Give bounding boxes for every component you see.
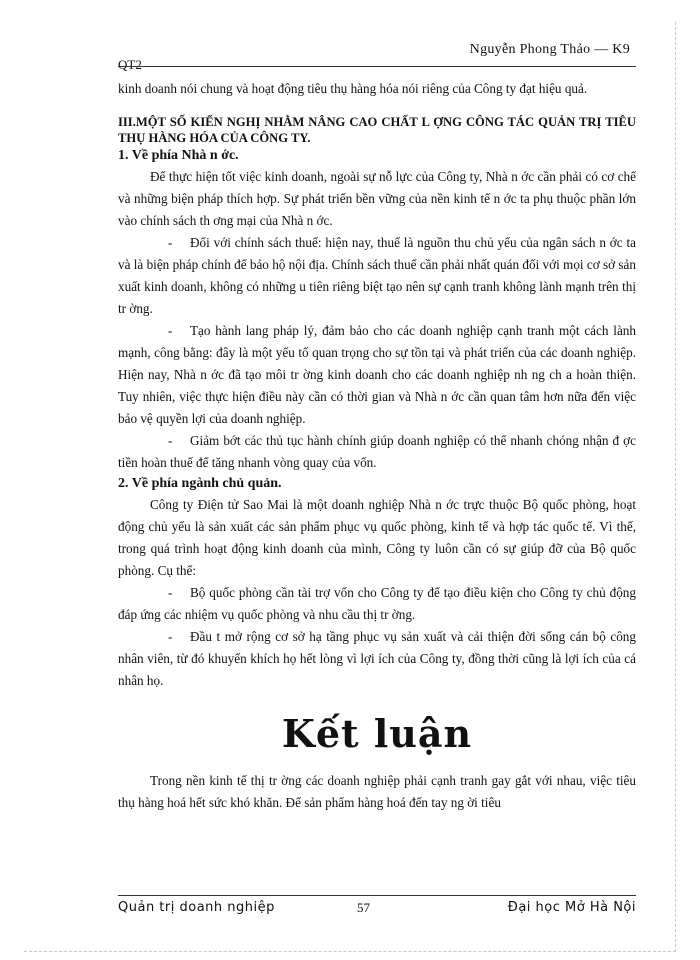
bullet-text: Tạo hành lang pháp lý, đảm bảo cho các doanh nghiệp cạnh tranh một cách lành mạnh, công bằng: đây là một yếu tố quan trọng cho sự tồn tại và phát triển của các doanh nghiệp. Hiện nay, Nhà n ớc đã tạo môi tr ờng kinh doanh cho các doanh nghiệp nh ng ch a hoàn thiện. Tuy nhiên, việc thực hiện điều này cần có thời gian và Nhà n ớc cần quan tâm hơn nữa đến việc bảo vệ quyền lợi của doanh nghiệp. <box>118 323 636 426</box>
paragraph-state-intro: Để thực hiện tốt việc kinh doanh, ngoài sự nỗ lực của Công ty, Nhà n ớc cần phải có cơ chế và những biện pháp thích hợp. Sự phát triển bền vững của nền kinh tế n ớc ta phụ thuộc phần lớn vào chính sách th ơng mại của Nhà n ớc. <box>118 169 636 228</box>
paragraph-conclusion: Trong nền kinh tế thị tr ờng các doanh nghiệp phải cạnh tranh gay gắt với nhau, việc tiêu thụ hàng hoá hết sức khó khăn. Để sản phẩm hàng hoá đến tay ng ời tiêu <box>118 773 636 810</box>
bullet-dash: - <box>168 585 173 600</box>
header-author: Nguyễn Phong Thảo — K9 <box>469 42 630 57</box>
bullet-legal-corridor <box>118 320 636 430</box>
bullet-text: Bộ quốc phòng cần tài trợ vốn cho Công ty để tạo điều kiện cho Công ty chủ động đáp ứng các nhiệm vụ quốc phòng và nhu cầu thị tr ờng. <box>118 585 636 622</box>
bullet-text: Giảm bớt các thủ tục hành chính giúp doanh nghiệp có thể nhanh chóng nhận đ ợc tiền hoàn thuế để tăng nhanh vòng quay của vốn. <box>118 433 636 470</box>
bullet-admin-procedures <box>118 430 636 474</box>
subheading-ministry: 2. Về phía ngành chủ quản. <box>118 476 282 491</box>
section-heading-iii: III.MỘT SỐ KIẾN NGHỊ NHẰM NÂNG CAO CHẤT L ỢNG CÔNG TÁC QUẢN TRỊ TIÊU THỤ HÀNG HÓA CỦA CÔNG TY. <box>118 115 636 145</box>
footer-page-number: 57 <box>357 900 370 915</box>
footer-course: Quản trị doanh nghiệp <box>118 900 275 915</box>
bullet-dash: - <box>168 235 173 250</box>
bullet-funding <box>118 582 636 626</box>
bullet-tax-policy <box>118 232 636 320</box>
bullet-text: Đối với chính sách thuế: hiện nay, thuế là nguồn thu chủ yếu của ngân sách n ớc ta và là biện pháp chính để bảo hộ nội địa. Chính sách thuế cần phải nhất quán đối với mọi cơ sở sản xuất kinh doanh, không có những u tiên riêng biệt tạo nên sự cạnh tranh không lành mạnh trên thị tr ờng. <box>118 235 636 316</box>
header-class-code: QT2 <box>118 57 142 72</box>
header-divider <box>118 66 636 67</box>
subheading-state: 1. Về phía Nhà n ớc. <box>118 148 239 163</box>
document-body <box>118 78 636 814</box>
bullet-dash: - <box>168 629 173 644</box>
paragraph-continued: kinh doanh nói chung và hoạt động tiêu thụ hàng hóa nói riêng của Công ty đạt hiệu quả. <box>118 81 588 96</box>
footer-university: Đại học Mở Hà Nội <box>507 900 636 915</box>
bullet-dash: - <box>168 323 173 338</box>
bullet-dash: - <box>168 433 173 448</box>
footer-divider <box>118 895 636 896</box>
bullet-infrastructure <box>118 626 636 692</box>
paragraph-ministry-intro: Công ty Điện tử Sao Mai là một doanh nghiệp Nhà n ớc trực thuộc Bộ quốc phòng, hoạt động chủ yếu là sản xuất các sản phẩm phục vụ quốc phòng, kinh tế và hợp tác quốc tế. Vì thế, trong quá trình hoạt động kinh doanh của mình, Công ty luôn cần có sự giúp đỡ của Bộ quốc phòng. Cụ thể: <box>118 497 636 578</box>
bullet-text: Đầu t mở rộng cơ sở hạ tầng phục vụ sản xuất và cải thiện đời sống cán bộ công nhân viên, từ đó khuyến khích họ hết lòng vì lợi ích của Công ty, đồng thời cũng là lợi ích của cá nhân họ. <box>118 629 636 688</box>
conclusion-title: Kết luận <box>281 711 473 756</box>
